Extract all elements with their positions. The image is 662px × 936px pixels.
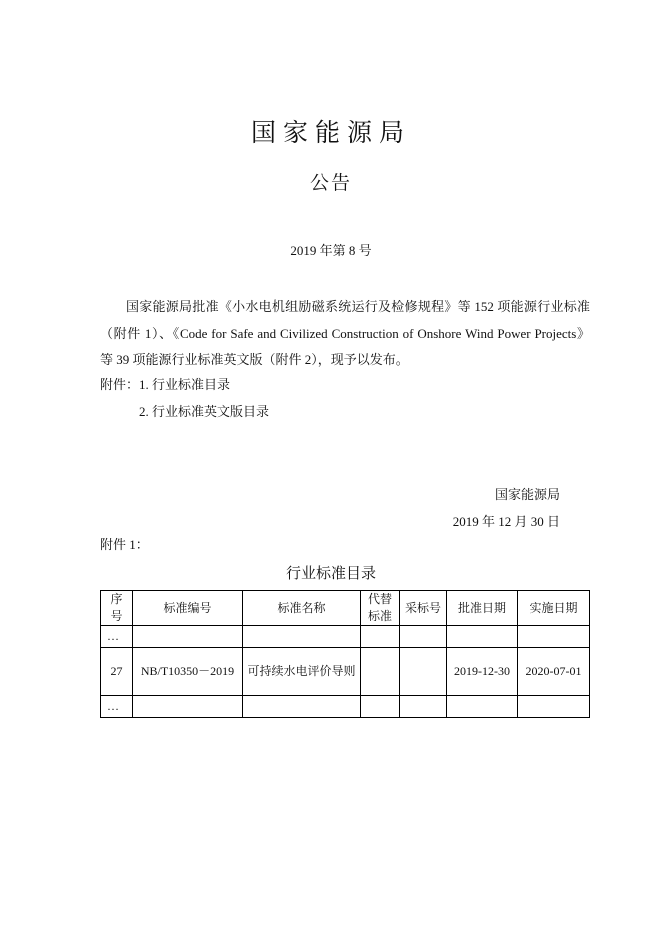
attachment-1-text: 1. 行业标准目录	[139, 377, 231, 392]
col-header-adopt-no: 采标号	[400, 591, 447, 626]
cell-seq: 27	[101, 648, 133, 696]
document-number: 2019 年第 8 号	[290, 243, 372, 258]
cell-adopt-no	[400, 648, 447, 696]
document-type: 公告	[309, 172, 352, 194]
cell-std-name: 可持续水电评价导则	[243, 648, 361, 696]
col-header-std-code: 标准编号	[133, 591, 243, 626]
attachment-item-1	[100, 374, 230, 393]
cell-std-name	[243, 696, 361, 718]
table-title: 行业标准目录	[285, 564, 376, 582]
cell-impl-date: 2020-07-01	[518, 648, 590, 696]
cell-std-name	[243, 626, 361, 648]
agency-title: 国家能源局	[250, 118, 411, 147]
cell-impl-date	[518, 696, 590, 718]
cell-std-code	[133, 696, 243, 718]
table-row	[101, 696, 590, 718]
col-header-replaces	[361, 591, 400, 626]
cell-impl-date	[518, 626, 590, 648]
announcement-paragraph: 国家能源局批准《小水电机组励磁系统运行及检修规程》等 152 项能源行业标准（附件 1）、《Code for Safe and Civilized Construction of Onshore Wind Power Projects》等 39 项能源行业标准英文版（附件 2），现予以发布。	[100, 299, 590, 367]
table-row	[101, 648, 590, 696]
signature-date: 2019 年 12 月 30 日	[452, 514, 560, 529]
table-row	[101, 626, 590, 648]
cell-approve-date	[447, 626, 518, 648]
col-header-approve-date: 批准日期	[447, 591, 518, 626]
attachments-label: 附件：	[100, 377, 140, 392]
cell-seq: …	[101, 626, 133, 648]
cell-replaces	[361, 648, 400, 696]
col-header-impl-date: 实施日期	[518, 591, 590, 626]
cell-approve-date: 2019-12-30	[447, 648, 518, 696]
cell-adopt-no	[400, 626, 447, 648]
appendix-label: 附件 1：	[100, 537, 149, 552]
attachment-item-2: 2. 行业标准英文版目录	[139, 404, 270, 419]
col-header-std-name: 标准名称	[243, 591, 361, 626]
cell-replaces	[361, 696, 400, 718]
col-header-replaces-line2: 标准	[367, 609, 392, 623]
table-header-row	[101, 591, 590, 626]
cell-adopt-no	[400, 696, 447, 718]
col-header-replaces-line1: 代替	[367, 592, 392, 606]
cell-seq: …	[101, 696, 133, 718]
cell-std-code: NB/T10350－2019	[133, 648, 243, 696]
signature-agency: 国家能源局	[494, 487, 560, 502]
col-header-seq-line1: 序	[110, 592, 123, 606]
cell-approve-date	[447, 696, 518, 718]
cell-std-code	[133, 626, 243, 648]
col-header-seq-line2: 号	[110, 609, 123, 623]
cell-replaces	[361, 626, 400, 648]
col-header-seq	[101, 591, 133, 626]
standards-table	[100, 590, 590, 718]
